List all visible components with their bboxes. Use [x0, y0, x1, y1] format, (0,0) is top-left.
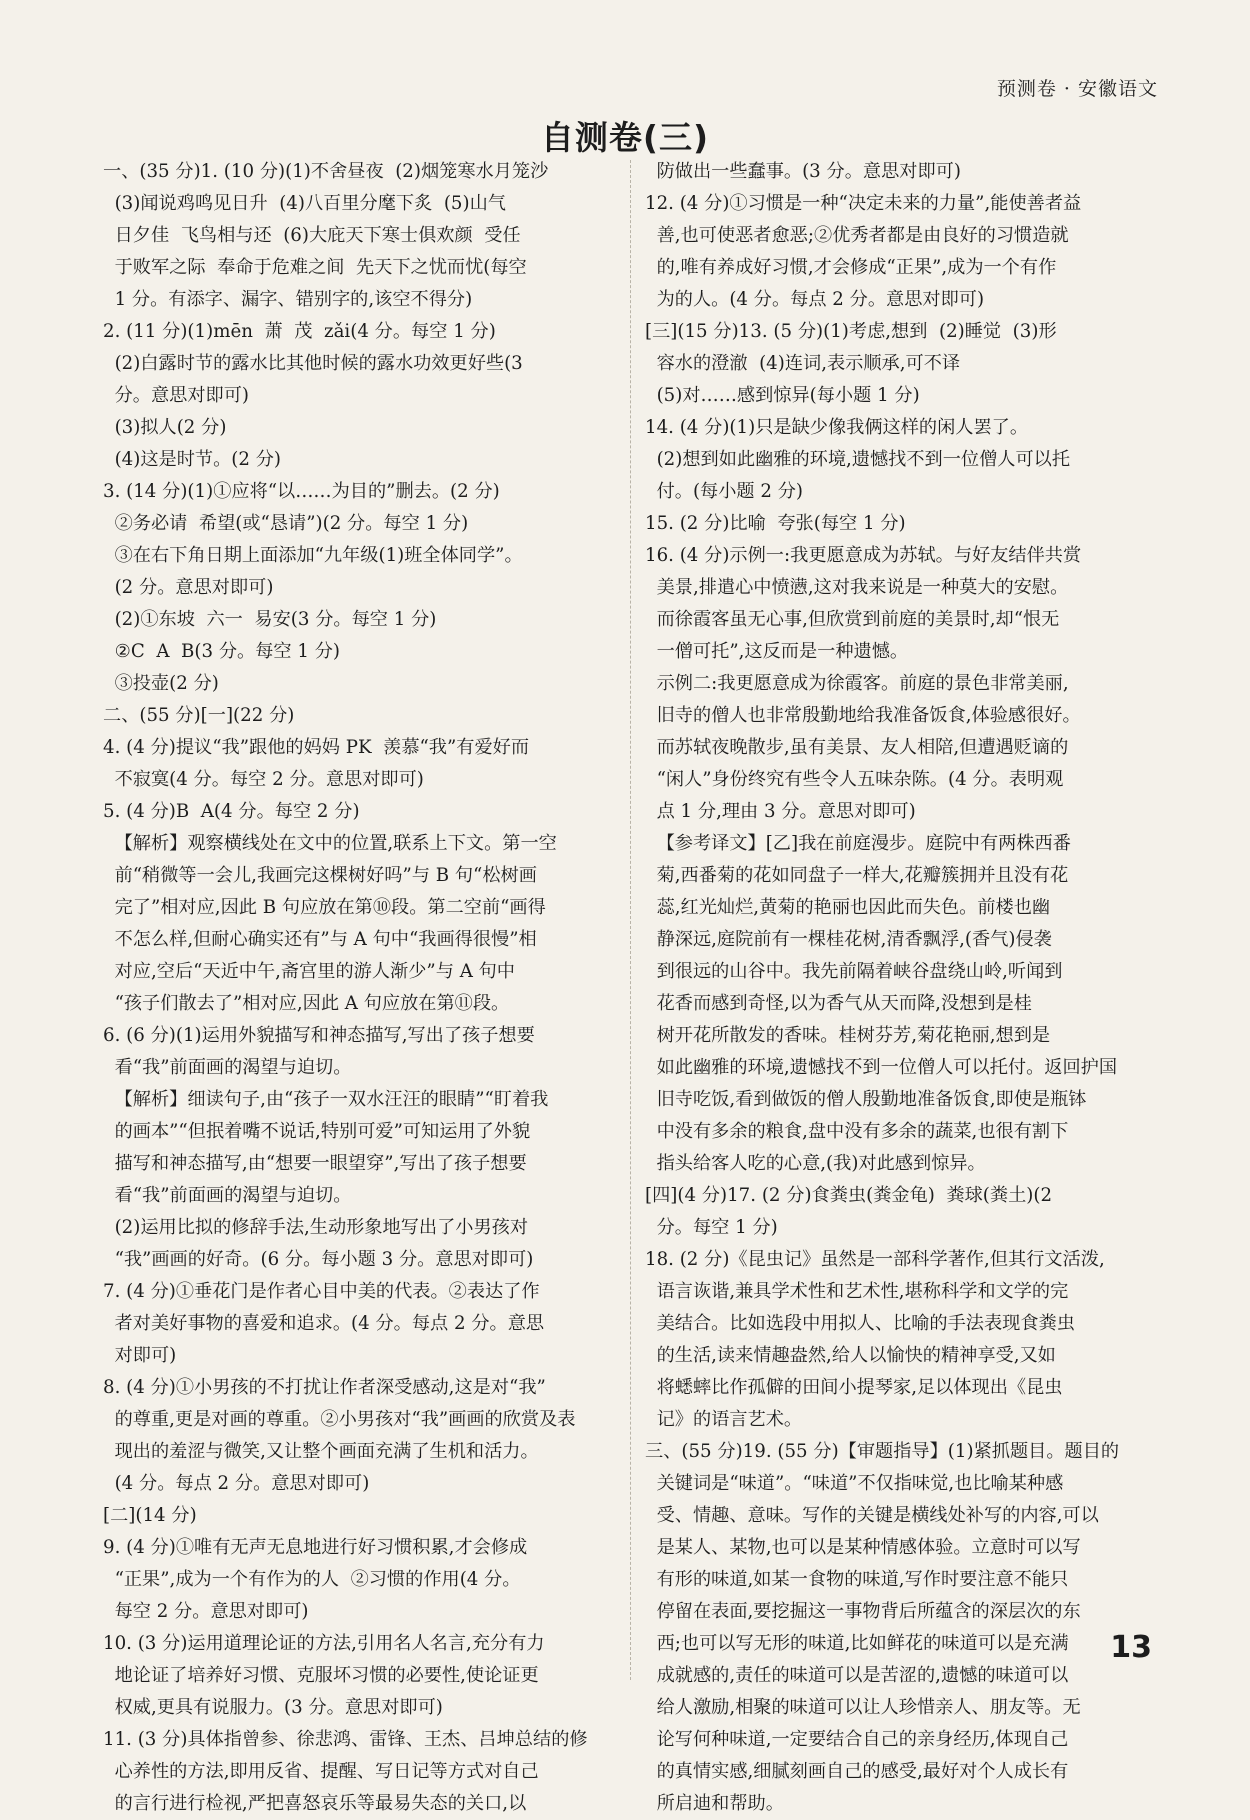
answer-line: 点 1 分,理由 3 分。意思对即可)	[645, 801, 916, 822]
answer-line: 9. (4 分)①唯有无声无息地进行好习惯积累,才会修成	[103, 1537, 528, 1558]
answer-line: “闲人”身份终究有些令人五味杂陈。(4 分。表明观	[645, 769, 1064, 790]
answer-line: 的生活,读来情趣盎然,给人以愉快的精神享受,又如	[645, 1345, 1056, 1366]
answer-line: 的真情实感,细腻刻画自己的感受,最好对个人成长有	[645, 1761, 1069, 1782]
answer-line: 1 分。有添字、漏字、错别字的,该空不得分)	[103, 289, 473, 310]
answer-line: ③投壶(2 分)	[103, 673, 219, 694]
answer-line: 3. (14 分)(1)①应将“以……为目的”删去。(2 分)	[103, 481, 500, 502]
answer-line: 美结合。比如选段中用拟人、比喻的手法表现食粪虫	[645, 1313, 1075, 1334]
answer-line: 分。每空 1 分)	[645, 1217, 778, 1238]
answer-line: 如此幽雅的环境,遗憾找不到一位僧人可以托付。返回护国	[645, 1057, 1118, 1078]
answer-line: 2. (11 分)(1)mēn 萧 茂 zǎi(4 分。每空 1 分)	[103, 321, 496, 342]
answer-line: 18. (2 分)《昆虫记》虽然是一部科学著作,但其行文活泼,	[645, 1249, 1105, 1270]
answer-line: [二](14 分)	[103, 1505, 197, 1526]
answer-line: (3)拟人(2 分)	[103, 417, 227, 438]
answer-line: 的尊重,更是对画的尊重。②小男孩对“我”画画的欣赏及表	[103, 1409, 576, 1430]
answer-line: 关键词是“味道”。“味道”不仅指味觉,也比喻某种感	[645, 1473, 1064, 1494]
answer-line: 的,唯有养成好习惯,才会修成“正果”,成为一个有作	[645, 257, 1057, 278]
answer-line: 心养性的方法,即用反省、提醒、写日记等方式对自己	[103, 1761, 539, 1782]
answer-line: (2)想到如此幽雅的环境,遗憾找不到一位僧人可以托	[645, 449, 1071, 470]
answer-line: 者对美好事物的喜爱和追求。(4 分。每点 2 分。意思	[103, 1313, 545, 1334]
answer-line: 二、(55 分)[一](22 分)	[103, 705, 295, 726]
answer-line: 旧寺的僧人也非常殷勤地给我准备饭食,体验感很好。	[645, 705, 1081, 726]
answer-line: 对即可)	[103, 1345, 177, 1366]
answer-line: 16. (4 分)示例一:我更愿意成为苏轼。与好友结伴共赏	[645, 545, 1082, 566]
answer-line: 记》的语言艺术。	[645, 1409, 803, 1430]
answer-line: 所启迪和帮助。	[645, 1793, 784, 1814]
answer-line: 8. (4 分)①小男孩的不打扰让作者深受感动,这是对“我”	[103, 1377, 546, 1398]
answer-line: 完了”相对应,因此 B 句应放在第⑩段。第二空前“画得	[103, 897, 546, 918]
answer-line: 10. (3 分)运用道理论证的方法,引用名人名言,充分有力	[103, 1633, 545, 1654]
answer-line: 受、情趣、意味。写作的关键是横线处补写的内容,可以	[645, 1505, 1099, 1526]
answer-line: 容水的澄澈 (4)连词,表示顺承,可不译	[645, 353, 961, 374]
answer-line: ②C A B(3 分。每空 1 分)	[103, 641, 341, 662]
answer-line: 到很远的山谷中。我先前隔着峡谷盘绕山岭,听闻到	[645, 961, 1063, 982]
answer-line: 给人激励,相聚的味道可以让人珍惜亲人、朋友等。无	[645, 1697, 1081, 1718]
page-number: 13	[1110, 1630, 1152, 1665]
answer-line: 权威,更具有说服力。(3 分。意思对即可)	[103, 1697, 443, 1718]
answer-line: 三、(55 分)19. (55 分)【审题指导】(1)紧抓题目。题目的	[645, 1441, 1120, 1462]
answer-line: 日夕佳 飞鸟相与还 (6)大庇天下寒士俱欢颜 受任	[103, 225, 521, 246]
left-column	[103, 156, 623, 1820]
answer-line: 看“我”前面画的渴望与迫切。	[103, 1185, 352, 1206]
answer-line: (4 分。每点 2 分。意思对即可)	[103, 1473, 370, 1494]
answer-line: 蕊,红光灿烂,黄菊的艳丽也因此而失色。前楼也幽	[645, 897, 1051, 918]
answer-line: (3)闻说鸡鸣见日升 (4)八百里分麾下炙 (5)山气	[103, 193, 506, 214]
answer-line: 于败军之际 奉命于危难之间 先天下之忧而忧(每空	[103, 257, 527, 278]
answer-line: 不寂寞(4 分。每空 2 分。意思对即可)	[103, 769, 424, 790]
answer-line: 看“我”前面画的渴望与迫切。	[103, 1057, 352, 1078]
answer-line: 4. (4 分)提议“我”跟他的妈妈 PK 羡慕“我”有爱好而	[103, 737, 530, 758]
answer-line: 6. (6 分)(1)运用外貌描写和神态描写,写出了孩子想要	[103, 1025, 535, 1046]
answer-line: 15. (2 分)比喻 夸张(每空 1 分)	[645, 513, 906, 534]
answer-line: (5)对……感到惊异(每小题 1 分)	[645, 385, 920, 406]
answer-line: 描写和神态描写,由“想要一眼望穿”,写出了孩子想要	[103, 1153, 527, 1174]
header-series-label: 预测卷 · 安徽语文	[996, 78, 1158, 100]
answer-line: 西;也可以写无形的味道,比如鲜花的味道可以是充满	[645, 1633, 1069, 1654]
answer-line: 论写何种味道,一定要结合自己的亲身经历,体现自己	[645, 1729, 1069, 1750]
answer-line: [三](15 分)13. (5 分)(1)考虑,想到 (2)睡觉 (3)形	[645, 321, 1057, 342]
answer-line: ②务必请 希望(或“恳请”)(2 分。每空 1 分)	[103, 513, 469, 534]
answer-line: 的言行进行检视,严把喜怒哀乐等最易失态的关口,以	[103, 1793, 527, 1814]
answer-line: (2)运用比拟的修辞手法,生动形象地写出了小男孩对	[103, 1217, 529, 1238]
answer-line: [四](4 分)17. (2 分)食粪虫(粪金龟) 粪球(粪土)(2	[645, 1185, 1053, 1206]
answer-line: 示例二:我更愿意成为徐霞客。前庭的景色非常美丽,	[645, 673, 1069, 694]
answer-line: “正果”,成为一个有作为的人 ②习惯的作用(4 分。	[103, 1569, 521, 1590]
answer-line: “我”画画的好奇。(6 分。每小题 3 分。意思对即可)	[103, 1249, 534, 1270]
answer-line: 而苏轼夜晚散步,虽有美景、友人相陪,但遭遇贬谪的	[645, 737, 1069, 758]
answer-line: “孩子们散去了”相对应,因此 A 句应放在第⑪段。	[103, 993, 510, 1014]
answer-line: 每空 2 分。意思对即可)	[103, 1601, 309, 1622]
page-title: 自测卷(三)	[540, 118, 710, 157]
answer-line: 对应,空后“天近中午,斋宫里的游人渐少”与 A 句中	[103, 961, 515, 982]
answer-line: 中没有多余的粮食,盘中没有多余的蔬菜,也很有割下	[645, 1121, 1069, 1142]
answer-line: 12. (4 分)①习惯是一种“决定未来的力量”,能使善者益	[645, 193, 1082, 214]
answer-line: 指头给客人吃的心意,(我)对此感到惊异。	[645, 1153, 986, 1174]
answer-line: 前“稍微等一会儿,我画完这棵树好吗”与 B 句“松树画	[103, 865, 537, 886]
answer-line: (2)①东坡 六一 易安(3 分。每空 1 分)	[103, 609, 437, 630]
answer-line: ③在右下角日期上面添加“九年级(1)班全体同学”。	[103, 545, 523, 566]
answer-line: 花香而感到奇怪,以为香气从天而降,没想到是桂	[645, 993, 1032, 1014]
answer-line: 分。意思对即可)	[103, 385, 249, 406]
answer-line: 语言诙谐,兼具学术性和艺术性,堪称科学和文学的完	[645, 1281, 1069, 1302]
answer-line: 是某人、某物,也可以是某种情感体验。立意时可以写	[645, 1537, 1081, 1558]
answer-line: 成就感的,责任的味道可以是苦涩的,遗憾的味道可以	[645, 1665, 1069, 1686]
answer-line: 的画本”“但抿着嘴不说话,特别可爱”可知运用了外貌	[103, 1121, 531, 1142]
answer-line: 菊,西番菊的花如同盘子一样大,花瓣簇拥并且没有花	[645, 865, 1069, 886]
answer-line: 树开花所散发的香味。桂树芬芳,菊花艳丽,想到是	[645, 1025, 1051, 1046]
answer-line: 而徐霞客虽无心事,但欣赏到前庭的美景时,却“恨无	[645, 609, 1060, 630]
answer-line: 【参考译文】[乙]我在前庭漫步。庭院中有两株西番	[645, 833, 1071, 854]
answer-line: (2)白露时节的露水比其他时候的露水功效更好些(3	[103, 353, 523, 374]
answer-line: 地论证了培养好习惯、克服坏习惯的必要性,使论证更	[103, 1665, 539, 1686]
answer-line: 14. (4 分)(1)只是缺少像我俩这样的闲人罢了。	[645, 417, 1029, 438]
answer-line: 一、(35 分)1. (10 分)(1)不舍昼夜 (2)烟笼寒水月笼沙	[103, 161, 549, 182]
answer-line: 一僧可托”,这反而是一种遗憾。	[645, 641, 909, 662]
answer-line: 静深远,庭院前有一棵桂花树,清香飘浮,(香气)侵袭	[645, 929, 1052, 950]
answer-line: 付。(每小题 2 分)	[645, 481, 804, 502]
answer-line: 7. (4 分)①垂花门是作者心目中美的代表。②表达了作	[103, 1281, 540, 1302]
answer-line: (4)这是时节。(2 分)	[103, 449, 281, 470]
answer-line: 现出的羞涩与微笑,又让整个画面充满了生机和活力。	[103, 1441, 539, 1462]
right-column	[645, 156, 1160, 1820]
answer-line: 旧寺吃饭,看到做饭的僧人殷勤地准备饭食,即使是瓶钵	[645, 1089, 1087, 1110]
answer-line: 11. (3 分)具体指曾参、徐悲鸿、雷锋、王杰、吕坤总结的修	[103, 1729, 588, 1750]
answer-line: 善,也可使恶者愈恶;②优秀者都是由良好的习惯造就	[645, 225, 1069, 246]
answer-line: 【解析】观察横线处在文中的位置,联系上下文。第一空	[103, 833, 557, 854]
column-divider	[630, 160, 631, 1680]
answer-line: (2 分。意思对即可)	[103, 577, 274, 598]
answer-line: 有形的味道,如某一食物的味道,写作时要注意不能只	[645, 1569, 1069, 1590]
answer-line: 为的人。(4 分。每点 2 分。意思对即可)	[645, 289, 985, 310]
answer-line: 美景,排遣心中愤懑,这对我来说是一种莫大的安慰。	[645, 577, 1069, 598]
answer-line: 5. (4 分)B A(4 分。每空 2 分)	[103, 801, 360, 822]
answer-line: 不怎么样,但耐心确实还有”与 A 句中“我画得很慢”相	[103, 929, 537, 950]
answer-line: 将蟋蟀比作孤僻的田间小提琴家,足以体现出《昆虫	[645, 1377, 1063, 1398]
answer-line: 【解析】细读句子,由“孩子一双水汪汪的眼睛”“盯着我	[103, 1089, 549, 1110]
answer-line: 停留在表面,要挖掘这一事物背后所蕴含的深层次的东	[645, 1601, 1081, 1622]
answer-line: 防做出一些蠢事。(3 分。意思对即可)	[645, 161, 961, 182]
